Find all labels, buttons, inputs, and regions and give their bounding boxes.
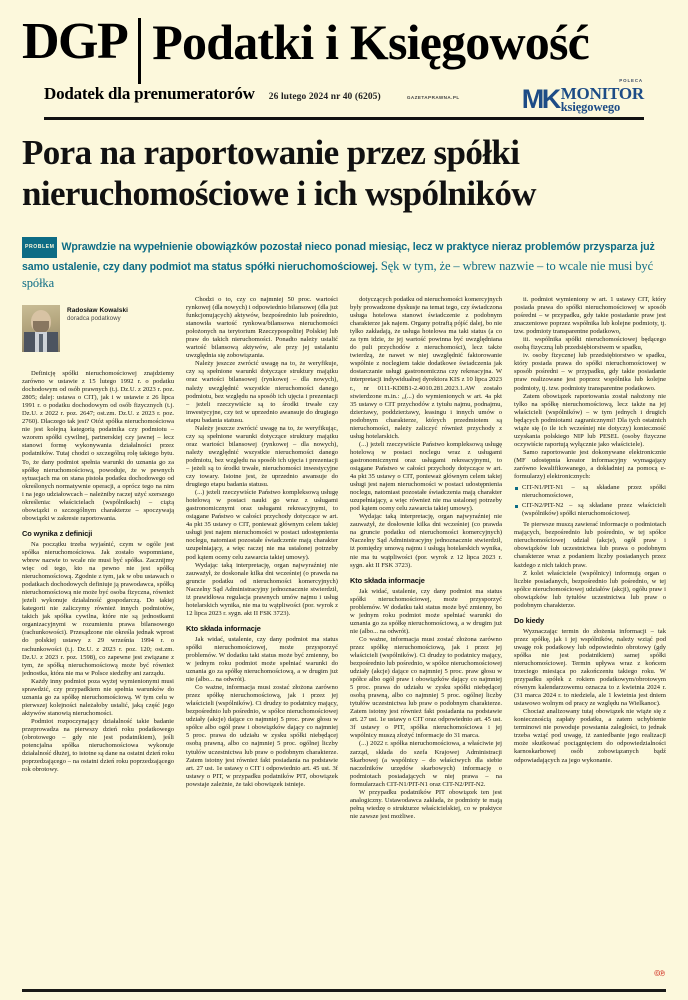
page-bottom-rule bbox=[22, 989, 666, 992]
section-subheading: Co wynika z definicji bbox=[22, 528, 93, 538]
body-paragraph: Definicję spółki nieruchomościowej znajdziemy zarówno w ustawie z 15 lutego 1992 r. o podatku dochodowym od osób prawnych (t.j. Dz.U. z 2023 r. poz. 2805; dalej: ustawa o CIT), jak i w ustawie z 26 lipca 1991 r. o podatku dochodowym od osób fizycznych (t.j. Dz.U. z 2022 r. poz. 2647; ost.zm. Dz.U. z 2023 r. poz. 2760). Dlaczego tak jest? Otóż spółka nieruchomościowa nie jest kolejną kategorią podatnika czy podmiotu – wzorem spółki cywilnej, partnerskiej czy jawnej – lecz stanowi formę wykonywania działalności przez podatników. Tutaj chodzi o szczególną rolę takiego bytu. To, że dany podmiot spełnia warunki do uznania go za spółkę nieruchomościową, powoduje, że w pewnych sytuacjach ma on stana pistoła podatku dochodowego od określonych normatywnie operacji, a oprócz tego na nim i na jego udziałowcach – należniby raczej użyć szerszego określenia: właścicielach (wspólnikach) – ciążą obowiązki o szczególnym charakterze – spoczywają obowiązki w zakresie raportowania. bbox=[22, 370, 174, 522]
body-paragraph: Jak widać, ustalenie, czy dany podmiot ma status spółki nieruchomościowej, może przysporzyć problemów. W dodatku taki status może być zmienny, bo w jednym roku podmiot może spełniać warunki do uznania go za spółkę nieruchomościową, a w drugim już nie (albo... na odwrót). bbox=[186, 635, 338, 684]
section-subheading: Do kiedy bbox=[514, 615, 545, 625]
lead-bold-text: Wprawdzie na wypełnienie obowiązków pozostał nieco ponad miesiąc, lecz w praktyce nieraz problemów przysparza już samo ustalenie, czy dany podmiot ma status spółki nieruchomościowej. bbox=[22, 241, 655, 273]
body-paragraph: Wydając taką interpretację, organ najwyraźniej nie zauważył, że dosłownie kilka dni wcześniej (co prawda na gruncie podatku od nieruchomości komercyjnych) Naczelny Sąd Administracyjny jednoznacznie stwierdził, iż pomiędzy umową najmu i usługą hotelarskich wynika, nie ma tu wątpliwości (por. wyrok z 12 lipca 2023 r. sygn. akt II FSK 3723). bbox=[350, 513, 502, 569]
bullet-list bbox=[514, 484, 666, 518]
article-body-columns bbox=[22, 296, 666, 976]
body-paragraph: (...) jeżeli rzeczywiście Państwo kompleksową usługę hotelową w postaci noclegu wraz z usługami gastronomicznymi oraz usługami rekreacyjnymi, to osiągane Państwo w całości przychody dotyczące w art. 4a pkt 35 ustawy o CIT, ponieważ głównym celem takiej usługi jest najem nieruchomości w postaci udostępnienia noclegu, natomiast pozostałe świadczenia mają charakter uzupełniający, a więc również nie ma ustalonej potrzeby pod kątem oceny celu zawarcia takiej umowy). bbox=[350, 440, 502, 513]
masthead bbox=[22, 0, 666, 112]
list-item: CIT-N2/PIT-N2 – są składane przez właścicieli (wspólników) spółki nieruchomościowej. bbox=[514, 502, 666, 518]
body-paragraph: Należy jeszcze zwrócić uwagę na to, że weryfikując, czy są spełnione warunki dotyczące struktury majątku oraz wartości bilansowej (rynkowej – dla nowych), należy uwzględnić wszystkie nieruchomości danego podmiotu, bez względu na sposób ich ujęcia i prezentacji – jeżeli są to środki trwałe, nieruchomości inwestycyjne czy towary. Istotne jest, że uprzednio awansuje do drugiego etapu badania statusu. bbox=[186, 424, 338, 489]
body-paragraph: Z kolei właściciele (wspólnicy) informują organ o liczbie posiadanych, bezpośrednio lub pośrednio, w tej spółce nieruchomościowej udziałów (akcji), ogółu praw i obowiązków lub tytułów uczestnictwa lub praw o podobnym charakterze. bbox=[514, 569, 666, 609]
body-paragraph: Zatem obowiązek raportowania został nałożony nie tylko na spółkę nieruchomościową, lecz także na jej właścicieli (wspólników) – w tym jednych i drugich będących podmiotami zagranicznymi! Dla tych ostatnich wiąże się (o ile ich wcześniej nie dotyczy) konieczność uzyskania polskiego NIP lub PESEL (osoby fizyczne oczywiście raportują wyłącznie jako właściciele). bbox=[514, 392, 666, 448]
body-paragraph: Podmiot rozpoczynający działalność takie badanie przeprowadza na pierwszy dzień roku podatkowego (obrotowego – gdy nie jest podatnikiem), jeśli potencjalna spółka nieruchomościowa wykonuje działalność dłużej, to istotne są dane na ostatni dzień roku poprzedzającego – na ostatni dzień roku poprzedzającego rok obrotowy. bbox=[22, 717, 174, 774]
promo-logo bbox=[522, 85, 644, 114]
body-paragraph: Samo raportowanie jest dokonywane elektronicznie (MF udostępnia kreator informacyjny wymagający zarówno kwalifikowanego, a dokładniej za pomocą e-formularzy) elektronicznych: bbox=[514, 448, 666, 481]
body-paragraph: Chodzi o to, czy co najmniej 50 proc. wartości rynkowej (dla nowych) i odpowiednio bilansowej (dla już funkcjonujących) aktywów, bezpośrednio lub pośrednio, stanowiła wartość rynkowa/bilansowa nieruchomości położonych na terytorium Rzeczypospolitej Polskiej lub praw do takich nieruchomości. Ponadto należy ustalić wartość bilansową aktywów, ale przy jej ustalaniu uwzględnia się zobowiązania. bbox=[186, 296, 338, 360]
section-subheading: Kto składa informacje bbox=[186, 623, 261, 633]
body-paragraph: iv. osoby fizycznej lub przedsiębiorstwo w spadku, który posiada prawa do spółki nieruchomościowej w sposób pośredni – w przypadku, gdy takie posiadanie praw realizowane jest poprzez wspólnika lub kolejne podmioty, tj. tzw. podmioty transparentne podatkowo. bbox=[514, 352, 666, 392]
article-lead bbox=[22, 237, 666, 293]
body-paragraph: Każdy inny podmiot poza wyżej wymienionymi musi sprawdzić, czy przypadkiem nie spełnia warunków do uznania go za spółkę nieruchomościową. W tym celu w pierwszej kolejności należałoby ustalić, jaką część jego aktywów stanowią nieruchomości. bbox=[22, 677, 174, 717]
body-paragraph: Należy jeszcze zwrócić uwagę na to, że weryfikuje, czy są spełnione warunki dotyczące struktury majątku oraz wartości bilansowej (rynkowej – dla nowych), należy uwzględnić wszystkie nieruchomości danego podmiotu, bez względu na sposób ich ujęcia i prezentacji – jeżeli rzeczywiście są to środki trwałe czy inwestycyjne, czy też w uprzednio awansuje do drugiego etapu badania statusu. bbox=[186, 360, 338, 424]
supplement-label: Dodatek dla prenumeratorów bbox=[44, 84, 255, 103]
copyright-mark: ©℗ bbox=[654, 969, 664, 978]
body-paragraph: (...) 2022 r. spółka nieruchomościowa, a właściwie jej zarząd, składa do szefa Krajowej Administracji Skarbowej (a wspólnicy – do właściwych dla siebie naczelników urzędów skarbowych) informację o podmiotach posiadających w niej prawa – na formularzach CIT-N1/PIT-N1 oraz CIT-N2/PIT-N2. bbox=[350, 740, 502, 788]
masthead-title-row bbox=[22, 0, 666, 84]
body-paragraph: Wyznaczając termin do złożenia informacji – tak przez spółkę, jak i jej wspólników, należy wziąć pod uwagę rok podatkowy lub odpowiednio obrotowy (gdy spółka nie jest podatnikiem) samej spółki nieruchomościowej. Termin upływa wraz z końcem trzeciego miesiąca po zakończeniu takiego roku. W przypadku spółek z rokiem podatkowym/obrotowym równym kalendarzowemu oznacza to z kwietnia 2024 r. (31 marca 2024 r. to niedziela, ale 1 kwietnia jest dniem ustawowo wolnym od pracy ze względu na Wielkanoc). bbox=[514, 627, 666, 708]
problem-badge: PROBLEM bbox=[22, 237, 57, 258]
body-paragraph: Chociaż analizowany tutaj obowiązek nie wiąże się z koniecznością zapłaty podatku, a zatem uchybienie terminowi nie powoduje powstania zaległości, to jednak trzeba wziąć pod uwagę, iż zaniedbanie jego realizacji może skutkować pociągnięciem do odpowiedzialności karnoskarbowej osób zobowiązanych bądź odpowiadających za jego wykonanie. bbox=[514, 708, 666, 764]
promo-monitor-ksiegowego[interactable] bbox=[522, 78, 644, 114]
mk-monogram-icon: MK bbox=[521, 83, 559, 114]
author-name: Radosław Kowalski bbox=[67, 306, 129, 314]
body-paragraph: Na początku trzeba wyjaśnić, czym w ogóle jest spółka nieruchomościowa. Jak zostało wspomniane, wbrew nazwie to wcale nie musi być spółka. Zacznijmy więc od tego, kto na pewno nie jest spółką nieruchomościową. Zgodnie z tym, jak w obu ustawach o podatkach dochodowych definiuje ją prawodawca, spółką nieruchomościową nie może być osoba fizyczna, również jeżeli wykonuje działalność gospodarczą. Do takiej kategorii nie zaliczymy również innych podmiotów, takich jak spółka cywilna, które nie są jednostkami organizacyjnymi w rozumieniu prawa bilansowego (rachunkowości). Przesądzone nie określa jednak wprost do polskiej ustawy z 29 września 1994 r. o rachunkowości (t.j. Dz.U. z 2023 r. poz. 120; ost.zm. Dz.U. z 2023 r. poz. 1598), co zapewne jest związane z tym, że spółką nieruchomościową może być również jednostka, która nie ma w Polsce siedziby ani zarządu. bbox=[22, 540, 174, 677]
body-paragraph: Wydając taką interpretację, organ najwyraźniej nie zauważył, że doskonale kilka dni wcześniej (o prawda na gruncie podatku od nieruchomości komercyjnych) Naczelny Sąd Administracyjny jednoznacznie stwierdził, iż prawidłowa regulacja prawnych umów najmu i usług hotelarskich wynika, nie ma tu wątpliwości (por. wyrok z 12 lipca 2023 r. sygn. akt II FSK 3723). bbox=[186, 561, 338, 617]
section-subheading: Kto składa informacje bbox=[350, 575, 425, 585]
article-headline: Pora na raportowanie przez spółki nieruchomościowe i ich wspólników bbox=[22, 133, 536, 213]
column-3 bbox=[350, 296, 502, 976]
issue-line: 26 lutego 2024 nr 40 (6205) bbox=[268, 92, 381, 102]
body-paragraph: (...) jeżeli rzeczywiście Państwo kompleksową usługę hotelową w postaci nauki go wraz z usługami gastronomicznymi oraz usługami rekreacyjnymi, to osiągane Państwo w całości przychody dotyczące w art. 4a pkt 35 ustawy o CIT, ponieważ głównym celem takiej usługi jest najem nieruchomości w postaci udostępnienia noclegu, natomiast pozostałe świadczenie mają charakter uzupełniający, a więc raczej nie ma ustalonej potrzeby pod kątem oceny celu zawarcia takiej umowy). bbox=[186, 489, 338, 561]
promo-name-line1: MONITOR bbox=[560, 84, 644, 103]
body-paragraph: Jak widać, ustalenie, czy dany podmiot ma status spółki nieruchomościowej, może przysporzyć problemów. W dodatku taki status może być zmienny, bo w jednym roku podmiot może spełniać warunki do uznania go za spółkę nieruchomościową, a w drugim już nie (albo... na odwrót). bbox=[350, 587, 502, 635]
brand-logo[interactable]: DGP bbox=[22, 13, 128, 70]
body-paragraph: W przypadku podatników PIT obowiązek ten jest analogiczny. Ustawodawca zakłada, że podmioty te mają pełną wiedzę o strukturze właścicielskiej, co w praktyce nie zawsze jest możliwe. bbox=[350, 788, 502, 820]
masthead-divider bbox=[138, 18, 141, 84]
column-2 bbox=[186, 296, 338, 976]
body-paragraph: Co ważne, informacja musi zostać złożona zarówno przez spółkę nieruchomościową, jak i przez jej właścicieli (wspólników). Ci drudzy to podatnicy mający, bezpośrednio lub pośrednio, w spółce nieruchomościowej udziały (akcje) dające co najmniej 5 proc. praw głosu w spółce albo ogół praw i obowiązków dający co najmniej 5 proc. prawa do udziału w zysku spółki niebędącej osobą prawną, albo co najmniej 5 proc. ogólnej liczby tytułów uczestnictwa lub praw o podobnym charakterze. Zatem istotny jest również fakt posiadania na podstawie art. 27 ust. 1e ustawy o CIT i odpowiednio art. 45 ust. 3f ustawy o PIT, w przypadku podatników PIT, obowiązek powstaje zależnie, że taki obowiązek istnieje. bbox=[186, 684, 338, 788]
column-1 bbox=[22, 296, 174, 976]
promo-wordmark bbox=[561, 85, 644, 114]
promo-name-line2: księgowego bbox=[560, 100, 621, 114]
column-4 bbox=[514, 296, 666, 976]
lead-tail-text: Sęk w tym, że – wbrew nazwie – to wcale nie musi być spółka bbox=[22, 258, 654, 291]
masthead-subline bbox=[44, 84, 460, 104]
body-paragraph: ii. podmiot wymieniony w art. 1 ustawy CIT, który posiada prawa do spółki nieruchomościowej w sposób pośredni – w przypadku, gdy takie posiadanie praw jest znaczeniowe poprzez współnika lub kolejne podmioty, tj. tzw. podmioty transparentne podatkowo, bbox=[514, 296, 666, 336]
body-paragraph: Co ważne, informacja musi zostać złożona zarówno przez spółkę nieruchomościową, jak i przez jej właścicieli (wspólników). Ci drudzy to podatnicy mający, bezpośrednio lub pośrednio, w spółce nieruchomościowej udziały (akcje) dające co najmniej 5 proc. praw głosu w spółce albo ogół praw i obowiązków dający co najmniej 5 proc. prawa do udziału w zysku spółki niebędącej osobą prawną, albo co najmniej 5 proc. ogólnej liczby tytułów uczestnictwa lub praw o podobnym charakterze. Zatem istotny jest również fakt posiadania na podstawie art. 27 ust. 1e ustawy o CIT oraz odpowiednio art. 45 ust. 3f ustawy o PIT, spółka nieruchomościowa i jej wspólnicy muszą złożyć informacje do 31 marca. bbox=[350, 635, 502, 740]
masthead-rule bbox=[44, 117, 644, 120]
website-url[interactable]: GAZETAPRAWNA.PL bbox=[406, 95, 460, 100]
body-paragraph: iii. wspólnika spółki nieruchomościowej będącego osobą fizyczną lub przedsiębiorstwem w spadku, bbox=[514, 336, 666, 352]
list-item: CIT-N1/PIT-N1 – są składane przez spółki nieruchomościowe, bbox=[514, 484, 666, 500]
author-role: doradca podatkowy bbox=[67, 315, 121, 322]
promo-label: POLECA bbox=[619, 78, 643, 83]
section-title: Podatki i Księgowość bbox=[152, 14, 590, 70]
body-paragraph: Te pierwsze muszą zawierać informacje o podmiotach mających, bezpośrednio lub pośrednio, w tej spółce nieruchomościowej udział (akcje), ogół praw i obowiązków lub uczestnictwa lub prawa o podobnym charakterze wraz z podaniem liczby posiadanych przez każdego z nich takich praw. bbox=[514, 521, 666, 569]
body-paragraph: dotyczących podatku od nieruchomości komercyjnych były prowadzone dyskusje na temat tego, czy świadczona usługa hotelowa stanowi świadczenie z podobnym charakterze jak najem. Organy potrafią pójść dalej, bo nie tylko zakładają, że usługa hotelowa ma taki status (a co za tym idzie, że jej wartość powinna być uwzględniana do puli przychodów z nieruchomości), lecz także twierdzą, że nawet w niej uwzględnić faktorowanie wspólnie z noclegiem takie dodatkowe świadczenia jak dostarczanie usługi gastronomiczna czy rekreacyjna. W interpretacji indywidualnej dyrektora KIS z 10 lipca 2023 r., nr 0111-KDIB1-2.4010.281.2023.1.AW zostało stwierdzone m.in.: „(...) do wymienionych w art. 4a pkt 35 ustawy o CIT przychodów z tytułu najmu, podnajmu, dzierżawy, poddzierżawy, leasingu i innych umów o podobnym charakterze, których przedmiotem są nieruchomości, należy zaliczyć również przychody z usług hotelarskich. bbox=[350, 296, 502, 440]
